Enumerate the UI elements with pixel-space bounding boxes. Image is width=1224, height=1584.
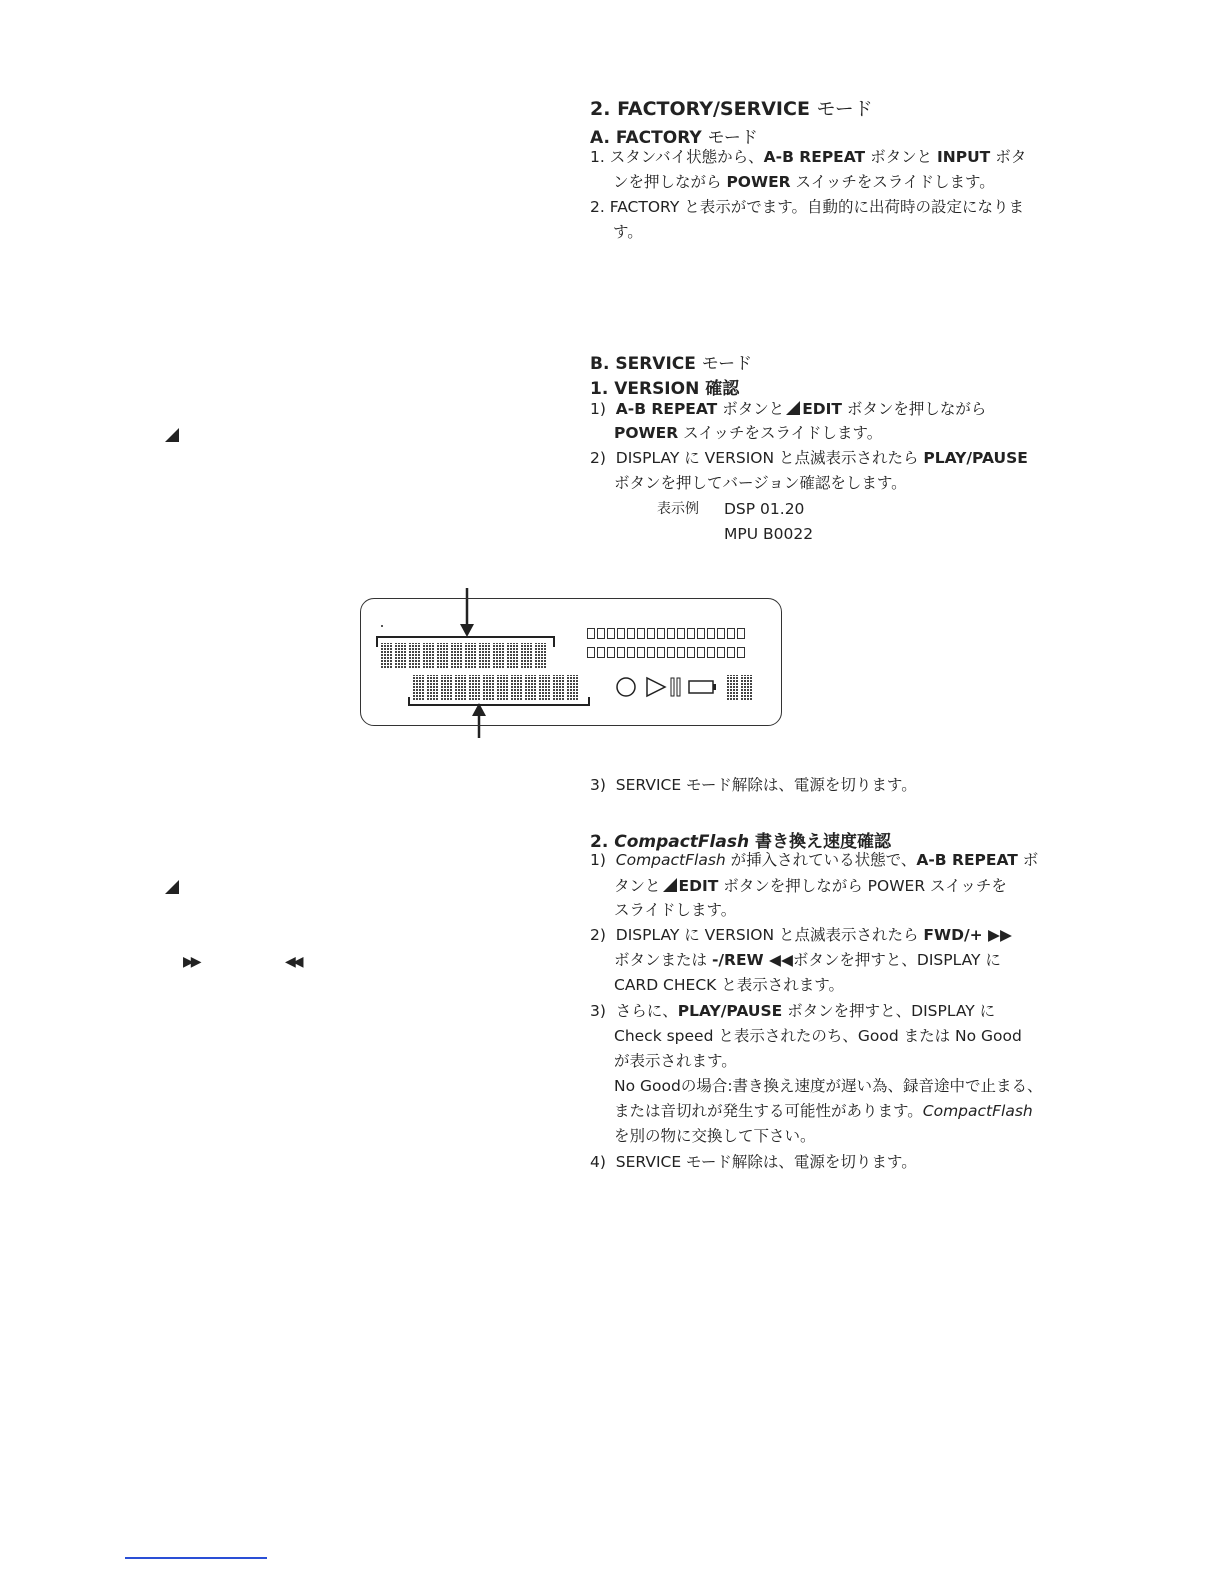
cf-step4: 4) SERVICE モード解除は、電源を切ります。: [590, 1153, 917, 1171]
version-step2-line2: ボタンを押してバージョン確認をします。: [614, 474, 907, 492]
version-step3: 3) SERVICE モード解除は、電源を切ります。: [590, 776, 917, 794]
margin-ff-icon: ▶▶: [183, 954, 199, 970]
lcd-upper-text-area: [381, 643, 547, 668]
cf-note-line1: No Goodの場合:書き換え速度が遅い為、録音途中で止まる、: [614, 1077, 1043, 1095]
version-step2-line1: 2) DISPLAY に VERSION と点滅表示されたら PLAY/PAUSE: [590, 449, 1028, 467]
margin-triangle-icon: [163, 426, 181, 445]
cf-step3-line1: 3) さらに、PLAY/PAUSE ボタンを押すと、DISPLAY に: [590, 1002, 996, 1020]
cf-step1-line3: スライドします。: [614, 901, 737, 919]
cf-title: 2. CompactFlash 書き換え速度確認: [590, 832, 891, 852]
version-title: 1. VERSION 確認: [590, 379, 740, 399]
cf-note-line3: を別の物に交換して下さい。: [614, 1127, 816, 1145]
margin-triangle-icon-2: [163, 878, 181, 897]
example-dsp: DSP 01.20: [724, 500, 805, 518]
factory-step1-line2: ンを押しながら POWER スイッチをスライドします。: [613, 173, 995, 191]
lcd-lower-text-area: [413, 675, 579, 700]
lcd-right-indicator: [727, 675, 753, 700]
edit-triangle-icon: [786, 401, 800, 415]
margin-rew-icon: ◀◀: [285, 954, 301, 970]
lcd-level-meter-bottom: [587, 647, 745, 658]
version-step1-line1: 1) A-B REPEAT ボタンと EDIT ボタンを押しながら: [590, 400, 987, 418]
footer-rule: [125, 1557, 267, 1559]
factory-step2-line2: す。: [613, 223, 643, 241]
cf-step3-line3: が表示されます。: [614, 1052, 737, 1070]
service-title: B. SERVICE モード: [590, 354, 753, 374]
factory-step2-line1: 2. FACTORY と表示がでます。自動的に出荷時の設定になりま: [590, 198, 1024, 216]
section-title: 2. FACTORY/SERVICE モード: [590, 98, 873, 120]
cf-step1-line1: 1) CompactFlash が挿入されている状態で、A-B REPEAT ボ: [590, 851, 1039, 869]
lcd-display: [360, 598, 782, 726]
factory-step1-line1: 1. スタンバイ状態から、A-B REPEAT ボタンと INPUT ボタ: [590, 148, 1027, 166]
version-step1-line2: POWER スイッチをスライドします。: [614, 424, 883, 442]
cf-step2-line3: CARD CHECK と表示されます。: [614, 976, 845, 994]
edit-triangle-icon-2: [663, 878, 677, 892]
factory-title: A. FACTORY モード: [590, 128, 758, 148]
cf-note-line2: または音切れが発生する可能性があります。CompactFlash: [614, 1102, 1033, 1120]
cf-step2-line1: 2) DISPLAY に VERSION と点滅表示されたら FWD/+ ▶▶: [590, 926, 1012, 944]
cf-step3-line2: Check speed と表示されたのち、Good または No Good: [614, 1027, 1022, 1045]
cf-step1-line2: タンと EDIT ボタンを押しながら POWER スイッチを: [614, 877, 1007, 895]
lcd-level-meter-top: [587, 628, 745, 639]
example-label: 表示例: [657, 501, 699, 517]
example-mpu: MPU B0022: [724, 525, 814, 543]
cf-step2-line2: ボタンまたは -/REW ◀◀ボタンを押すと、DISPLAY に: [614, 951, 1001, 969]
